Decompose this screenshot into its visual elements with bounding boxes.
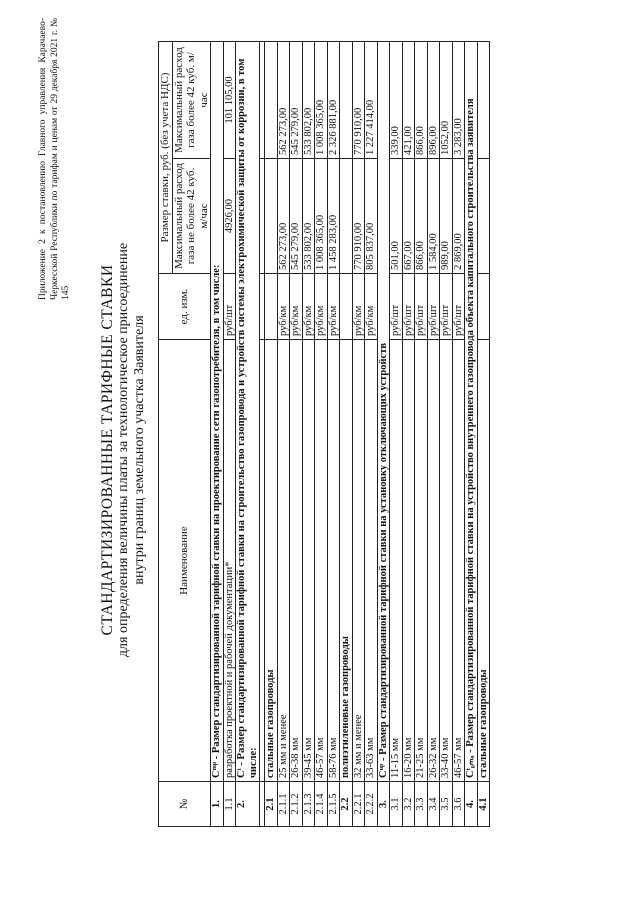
table-row [465,41,478,826]
row-name: 33-40 мм [440,340,453,782]
row-name: 46-57 мм [452,340,465,782]
table-row [415,41,428,826]
row-number: 3.5 [440,782,453,827]
row-value-gt-42 [477,41,490,158]
table-row [236,41,260,826]
table-row [302,41,315,826]
row-unit [477,274,490,340]
row-number: 4. [465,782,478,827]
table-row [440,41,453,826]
table-row [365,41,378,826]
row-number: 2.1.5 [327,782,340,827]
row-unit: руб/шт [402,274,415,340]
row-number: 2.1.3 [302,782,315,827]
row-number: 2.1.2 [290,782,303,827]
row-number: 3.6 [452,782,465,827]
row-number: 2.1.4 [315,782,328,827]
row-unit: руб/шт [415,274,428,340]
table-row [402,41,415,826]
row-number: 2.1 [265,782,278,827]
row-name: 46-57 мм [315,340,328,782]
row-value-gt-42 [265,41,278,158]
row-number: 2.1.1 [277,782,290,827]
row-unit: руб/км [352,274,365,340]
row-unit: руб/км [365,274,378,340]
table-row [390,41,403,826]
row-name: 39-45 мм [302,340,315,782]
row-value-le-42: 989,00 [440,159,453,274]
row-value-gt-42: 896,00 [427,41,440,158]
table-row [452,41,465,826]
row-name: 16-20 мм [402,340,415,782]
table-row [427,41,440,826]
row-value-le-42: 805 837,00 [365,159,378,274]
row-value-gt-42: 770 910,00 [352,41,365,158]
row-value-le-42: 1 008 365,00 [315,159,328,274]
row-number: 3.3 [415,782,428,827]
row-number: 3.1 [390,782,403,827]
row-number: 2. [236,782,260,827]
row-value-gt-42: 1 227 414,00 [365,41,378,158]
row-name: 21-25 мм [415,340,428,782]
row-name: 33-63 мм [365,340,378,782]
row-value-le-42: 545 279,00 [290,159,303,274]
row-value-le-42: 562 273,00 [277,159,290,274]
row-unit: руб/км [315,274,328,340]
row-unit: руб/шт [390,274,403,340]
document-title [100,55,148,845]
row-name: разработка проектной и рабочей документации* [223,340,236,782]
row-value-gt-42: 1 008 365,00 [315,41,328,158]
row-number: 2.2.1 [352,782,365,827]
row-number: 3.2 [402,782,415,827]
row-value-gt-42: 866,00 [415,41,428,158]
row-value-gt-42: 562 273,00 [277,41,290,158]
row-value-le-42: 1 458 283,00 [327,159,340,274]
row-name: 32 мм и менее [352,340,365,782]
row-value-le-42: 667,00 [402,159,415,274]
row-unit: руб/км [302,274,315,340]
section-title: Cᵗ₀ₘₒ - Размер стандартизированной тарифной ставки на устройство внутреннего газопровода объекта капитального строительства заявителя [465,41,478,781]
row-unit: руб/км [277,274,290,340]
row-value-le-42: 2 869,00 [452,159,465,274]
row-value-gt-42: 1052,00 [440,41,453,158]
row-unit: руб/шт [452,274,465,340]
header-unit: ед. изм. [159,274,211,340]
row-name: 25 мм и менее [277,340,290,782]
row-value-gt-42: 421,00 [402,41,415,158]
header-rate-group: Размер ставки, руб. (без учета НДС) [159,41,173,273]
row-name: 11-15 мм [390,340,403,782]
row-value-le-42: 1 584,00 [427,159,440,274]
row-value-gt-42: 2 326 881,00 [327,41,340,158]
tariff-table [158,41,490,827]
section-title: Cᵗ - Размер стандартизированной тарифной ставки на строительство газопровода и устройств системы электрохимической защиты от коррозии, в том числе: [236,41,260,781]
row-value-gt-42 [340,41,353,158]
table-row [277,41,290,826]
section-title: Cᵘᵖ - Размер стандартизированной тарифной ставки на установку отключающих устройств [377,41,390,781]
table-row [327,41,340,826]
row-value-gt-42: 545 279,00 [290,41,303,158]
header-number: № [159,782,211,827]
row-value-le-42 [265,159,278,274]
row-number: 2.2.2 [365,782,378,827]
row-name: 26-38 мм [290,340,303,782]
table-row [223,41,236,826]
row-unit [265,274,278,340]
row-unit: руб/шт [427,274,440,340]
row-name: 26-32 мм [427,340,440,782]
section-title: Cᵐᵖ - Размер стандартизированной тарифной ставки на проектирование сети газопотребителя, в том числе: [211,41,224,781]
row-value-gt-42: 533 802,00 [302,41,315,158]
row-number: 1.1 [223,782,236,827]
row-name: стальные газопроводы [477,340,490,782]
table-row [211,41,224,826]
row-unit [340,274,353,340]
title-line-3: внутри границ земельного участка Заявителя [132,315,147,585]
row-value-gt-42: 3 283,00 [452,41,465,158]
row-unit: руб/км [290,274,303,340]
row-number: 2.2 [340,782,353,827]
header-name: Наименование [159,340,211,782]
title-line-1: СТАНДАРТИЗИРОВАННЫЕ ТАРИФНЫЕ СТАВКИ [99,264,116,636]
row-value-le-42: 866,00 [415,159,428,274]
row-value-le-42 [340,159,353,274]
table-row [315,41,328,826]
row-number: 3. [377,782,390,827]
table-row [265,41,278,826]
table-row [352,41,365,826]
row-number: 4.1 [477,782,490,827]
row-value-le-42 [477,159,490,274]
row-unit: руб/шт [440,274,453,340]
row-value-le-42: 770 910,00 [352,159,365,274]
row-number: 1. [211,782,224,827]
table-row [377,41,390,826]
table-row [477,41,490,826]
row-value-gt-42: 339,00 [390,41,403,158]
row-unit: руб/км [327,274,340,340]
row-name: 58-76 мм [327,340,340,782]
row-unit: руб/шт [223,274,236,340]
row-name: стальные газопроводы [265,340,278,782]
header-max-flow-le-42: Максимальный расход газа не более 42 куб. м/час [172,159,211,274]
row-name: полиэтиленовые газопроводы [340,340,353,782]
row-value-le-42: 533 802,00 [302,159,315,274]
table-row [290,41,303,826]
row-value-le-42: 4926,00 [223,159,236,274]
title-line-2: для определения величины платы за технологическое присоединение [116,242,131,658]
row-value-le-42: 501,00 [390,159,403,274]
appendix-note: Приложение 2 к постановлению Главного управления Карачаево-Черкесской Республики по тарифам и ценам от 29 декабря 2021 г. № 145 [38,18,71,300]
table-row [340,41,353,826]
row-number: 3.4 [427,782,440,827]
row-value-gt-42: 101 105,00 [223,41,236,158]
header-max-flow-gt-42: Максимальный расход газа более 42 куб. м/час [172,41,211,158]
